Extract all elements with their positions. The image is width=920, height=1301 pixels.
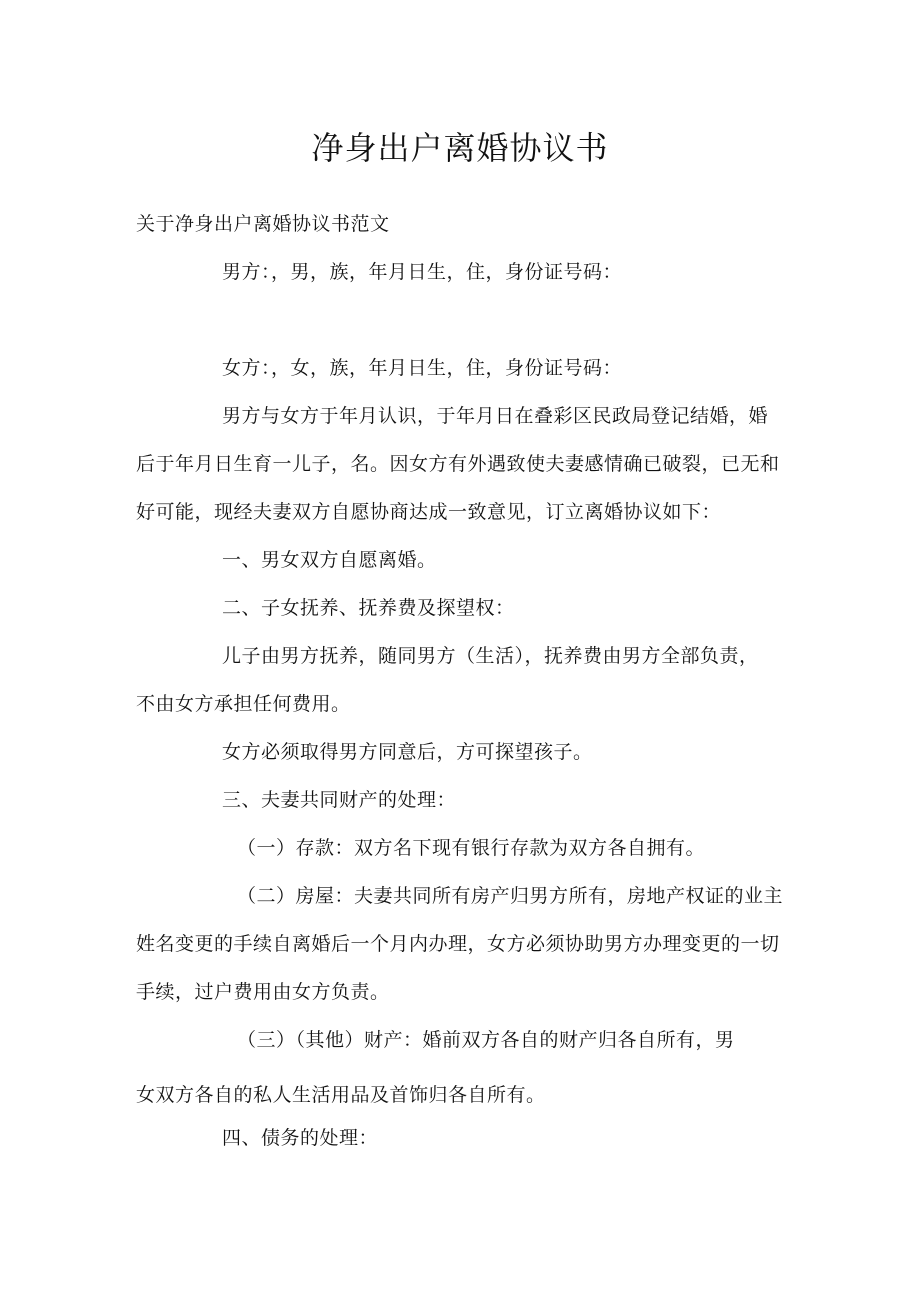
section-1-heading: 一、男女双方自愿离婚。 <box>222 549 437 571</box>
paragraph-3: 女方必须取得男方同意后，方可探望孩子。 <box>222 741 593 763</box>
paragraph-5-line-1: （二）房屋：夫妻共同所有房产归男方所有，房地产权证的业主 <box>237 885 784 907</box>
man-info: 男方：，男，族，年月日生，住，身份证号码： <box>222 261 623 283</box>
paragraph-1-line-2: 后于年月日生育一儿子，名。因女方有外遇致使夫妻感情确已破裂，已无和 <box>136 453 780 475</box>
paragraph-6-line-2: 女双方各自的私人生活用品及首饰归各自所有。 <box>136 1084 546 1106</box>
section-4-heading: 四、债务的处理： <box>222 1127 379 1149</box>
document-subtitle: 关于净身出户离婚协议书范文 <box>136 213 390 235</box>
section-3-heading: 三、夫妻共同财产的处理： <box>222 789 457 811</box>
paragraph-4: （一）存款：双方名下现有银行存款为双方各自拥有。 <box>237 837 706 859</box>
paragraph-5-line-3: 手续，过户费用由女方负责。 <box>136 981 390 1003</box>
woman-info: 女方：，女，族，年月日生，住，身份证号码： <box>222 357 623 379</box>
paragraph-5-line-2: 姓名变更的手续自离婚后一个月内办理，女方必须协助男方办理变更的一切 <box>136 933 780 955</box>
paragraph-1-line-1: 男方与女方于年月认识，于年月日在叠彩区民政局登记结婚，婚 <box>222 405 769 427</box>
document-title: 净身出户离婚协议书 <box>311 129 609 167</box>
section-2-heading: 二、子女抚养、抚养费及探望权： <box>222 597 515 619</box>
paragraph-1-line-3: 好可能，现经夫妻双方自愿协商达成一致意见，订立离婚协议如下： <box>136 501 722 523</box>
paragraph-2-line-2: 不由女方承担任何费用。 <box>136 693 351 715</box>
paragraph-2-line-1: 儿子由男方抚养，随同男方（生活），抚养费由男方全部负责， <box>222 645 759 667</box>
paragraph-6-line-1: （三）（其他）财产：婚前双方各自的财产归各自所有，男 <box>237 1029 735 1051</box>
